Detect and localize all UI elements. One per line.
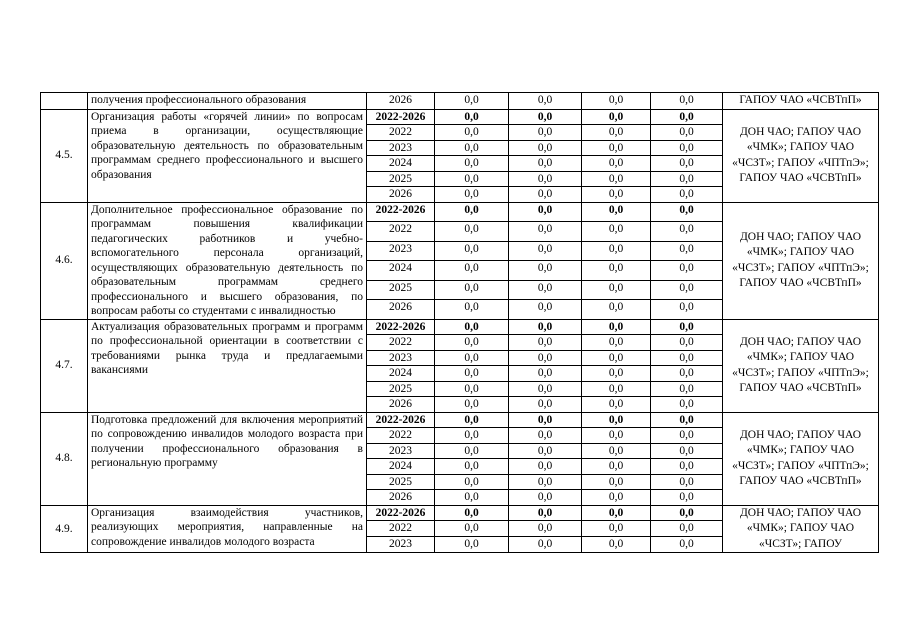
year-cell: 2022-2026 (367, 505, 435, 521)
value-cell: 0,0 (651, 171, 723, 187)
value-cell: 0,0 (435, 459, 509, 475)
executors-cell: ДОН ЧАО; ГАПОУ ЧАО «ЧМК»; ГАПОУ ЧАО «ЧСЗТ»; ГАПОУ «ЧПТпЭ»; ГАПОУ ЧАО «ЧСВТпП» (723, 319, 879, 412)
value-cell: 0,0 (509, 335, 582, 351)
year-cell: 2024 (367, 261, 435, 281)
year-cell: 2023 (367, 443, 435, 459)
year-cell: 2026 (367, 187, 435, 203)
year-cell: 2022 (367, 222, 435, 242)
value-cell: 0,0 (582, 241, 651, 261)
table-row (41, 202, 879, 222)
value-cell: 0,0 (509, 412, 582, 428)
value-cell: 0,0 (435, 474, 509, 490)
executors-cell: ДОН ЧАО; ГАПОУ ЧАО «ЧМК»; ГАПОУ ЧАО «ЧСЗТ»; ГАПОУ «ЧПТпЭ»; ГАПОУ ЧАО «ЧСВТпП» (723, 412, 879, 505)
value-cell: 0,0 (582, 280, 651, 300)
row-number-cell: 4.8. (41, 412, 88, 505)
value-cell: 0,0 (435, 222, 509, 242)
value-cell: 0,0 (435, 443, 509, 459)
value-cell: 0,0 (435, 187, 509, 203)
year-cell: 2024 (367, 366, 435, 382)
value-cell: 0,0 (435, 490, 509, 506)
year-cell: 2025 (367, 381, 435, 397)
value-cell: 0,0 (582, 93, 651, 110)
year-cell: 2023 (367, 241, 435, 261)
year-cell: 2025 (367, 474, 435, 490)
value-cell: 0,0 (509, 280, 582, 300)
year-cell: 2026 (367, 397, 435, 413)
value-cell: 0,0 (651, 222, 723, 242)
year-cell: 2025 (367, 171, 435, 187)
value-cell: 0,0 (509, 261, 582, 281)
value-cell: 0,0 (651, 202, 723, 222)
year-cell: 2022 (367, 521, 435, 537)
row-number-cell: 4.7. (41, 319, 88, 412)
year-cell: 2022-2026 (367, 319, 435, 335)
value-cell: 0,0 (651, 505, 723, 521)
value-cell: 0,0 (582, 474, 651, 490)
program-table (40, 92, 879, 553)
year-cell: 2022 (367, 428, 435, 444)
value-cell: 0,0 (509, 490, 582, 506)
value-cell: 0,0 (509, 202, 582, 222)
value-cell: 0,0 (582, 202, 651, 222)
value-cell: 0,0 (435, 350, 509, 366)
value-cell: 0,0 (582, 125, 651, 141)
value-cell: 0,0 (582, 505, 651, 521)
value-cell: 0,0 (582, 412, 651, 428)
value-cell: 0,0 (435, 381, 509, 397)
description-cell: Подготовка предложений для включения мероприятий по сопровождению инвалидов молодого возраста при получении профессионального образования в региональную программу (88, 412, 367, 505)
year-cell: 2023 (367, 350, 435, 366)
value-cell: 0,0 (582, 319, 651, 335)
value-cell: 0,0 (651, 428, 723, 444)
value-cell: 0,0 (509, 521, 582, 537)
value-cell: 0,0 (582, 537, 651, 553)
value-cell: 0,0 (651, 319, 723, 335)
value-cell: 0,0 (651, 187, 723, 203)
value-cell: 0,0 (509, 505, 582, 521)
value-cell: 0,0 (651, 300, 723, 320)
table-row (41, 109, 879, 125)
value-cell: 0,0 (582, 187, 651, 203)
value-cell: 0,0 (582, 459, 651, 475)
row-number-cell: 4.5. (41, 109, 88, 202)
year-cell: 2023 (367, 537, 435, 553)
row-number-cell (41, 93, 88, 110)
value-cell: 0,0 (435, 428, 509, 444)
table-row (41, 93, 879, 110)
value-cell: 0,0 (651, 459, 723, 475)
description-cell: получения профессионального образования (88, 93, 367, 110)
value-cell: 0,0 (509, 366, 582, 382)
value-cell: 0,0 (435, 537, 509, 553)
value-cell: 0,0 (651, 241, 723, 261)
value-cell: 0,0 (509, 397, 582, 413)
year-cell: 2024 (367, 156, 435, 172)
row-number-cell: 4.9. (41, 505, 88, 553)
value-cell: 0,0 (651, 280, 723, 300)
value-cell: 0,0 (435, 140, 509, 156)
value-cell: 0,0 (509, 537, 582, 553)
value-cell: 0,0 (435, 93, 509, 110)
value-cell: 0,0 (582, 261, 651, 281)
table-row (41, 412, 879, 428)
value-cell: 0,0 (509, 222, 582, 242)
description-cell: Организация работы «горячей линии» по вопросам приема в организации, осуществляющие образовательную деятельность по образовательным программам среднего профессионального и высшего образования (88, 109, 367, 202)
value-cell: 0,0 (651, 335, 723, 351)
value-cell: 0,0 (435, 109, 509, 125)
value-cell: 0,0 (582, 428, 651, 444)
value-cell: 0,0 (651, 490, 723, 506)
value-cell: 0,0 (509, 443, 582, 459)
value-cell: 0,0 (582, 381, 651, 397)
value-cell: 0,0 (435, 521, 509, 537)
value-cell: 0,0 (435, 156, 509, 172)
value-cell: 0,0 (651, 125, 723, 141)
value-cell: 0,0 (651, 474, 723, 490)
value-cell: 0,0 (651, 350, 723, 366)
year-cell: 2023 (367, 140, 435, 156)
value-cell: 0,0 (435, 280, 509, 300)
value-cell: 0,0 (509, 300, 582, 320)
table-body (41, 93, 879, 553)
year-cell: 2022-2026 (367, 412, 435, 428)
value-cell: 0,0 (582, 156, 651, 172)
table-row (41, 505, 879, 521)
value-cell: 0,0 (509, 381, 582, 397)
value-cell: 0,0 (651, 261, 723, 281)
executors-cell: ДОН ЧАО; ГАПОУ ЧАО «ЧМК»; ГАПОУ ЧАО «ЧСЗТ»; ГАПОУ (723, 505, 879, 553)
value-cell: 0,0 (435, 319, 509, 335)
value-cell: 0,0 (582, 397, 651, 413)
value-cell: 0,0 (435, 397, 509, 413)
value-cell: 0,0 (435, 366, 509, 382)
year-cell: 2024 (367, 459, 435, 475)
year-cell: 2026 (367, 93, 435, 110)
value-cell: 0,0 (582, 350, 651, 366)
value-cell: 0,0 (651, 93, 723, 110)
year-cell: 2022 (367, 335, 435, 351)
year-cell: 2025 (367, 280, 435, 300)
value-cell: 0,0 (582, 366, 651, 382)
executors-cell: ГАПОУ ЧАО «ЧСВТпП» (723, 93, 879, 110)
value-cell: 0,0 (509, 474, 582, 490)
description-cell: Актуализация образовательных программ и программ по профессиональной ориентации в соответствии с требованиями рынка труда и предлагаемыми вакансиями (88, 319, 367, 412)
value-cell: 0,0 (582, 171, 651, 187)
value-cell: 0,0 (582, 335, 651, 351)
value-cell: 0,0 (509, 319, 582, 335)
value-cell: 0,0 (435, 171, 509, 187)
value-cell: 0,0 (582, 521, 651, 537)
executors-cell: ДОН ЧАО; ГАПОУ ЧАО «ЧМК»; ГАПОУ ЧАО «ЧСЗТ»; ГАПОУ «ЧПТпЭ»; ГАПОУ ЧАО «ЧСВТпП» (723, 202, 879, 319)
year-cell: 2026 (367, 300, 435, 320)
table-row (41, 319, 879, 335)
value-cell: 0,0 (509, 156, 582, 172)
value-cell: 0,0 (435, 300, 509, 320)
value-cell: 0,0 (651, 412, 723, 428)
value-cell: 0,0 (582, 490, 651, 506)
value-cell: 0,0 (582, 140, 651, 156)
value-cell: 0,0 (509, 109, 582, 125)
value-cell: 0,0 (509, 459, 582, 475)
value-cell: 0,0 (582, 222, 651, 242)
value-cell: 0,0 (509, 140, 582, 156)
value-cell: 0,0 (651, 381, 723, 397)
value-cell: 0,0 (509, 428, 582, 444)
value-cell: 0,0 (651, 443, 723, 459)
value-cell: 0,0 (651, 156, 723, 172)
value-cell: 0,0 (651, 140, 723, 156)
value-cell: 0,0 (582, 300, 651, 320)
executors-cell: ДОН ЧАО; ГАПОУ ЧАО «ЧМК»; ГАПОУ ЧАО «ЧСЗТ»; ГАПОУ «ЧПТпЭ»; ГАПОУ ЧАО «ЧСВТпП» (723, 109, 879, 202)
value-cell: 0,0 (509, 187, 582, 203)
value-cell: 0,0 (582, 443, 651, 459)
value-cell: 0,0 (435, 125, 509, 141)
value-cell: 0,0 (435, 505, 509, 521)
value-cell: 0,0 (435, 335, 509, 351)
value-cell: 0,0 (651, 109, 723, 125)
value-cell: 0,0 (651, 537, 723, 553)
value-cell: 0,0 (435, 412, 509, 428)
description-cell: Организация взаимодействия участников, реализующих мероприятия, направленные на сопровождение инвалидов молодого возраста (88, 505, 367, 553)
value-cell: 0,0 (509, 171, 582, 187)
row-number-cell: 4.6. (41, 202, 88, 319)
value-cell: 0,0 (651, 521, 723, 537)
value-cell: 0,0 (651, 366, 723, 382)
value-cell: 0,0 (582, 109, 651, 125)
value-cell: 0,0 (509, 93, 582, 110)
value-cell: 0,0 (509, 241, 582, 261)
value-cell: 0,0 (651, 397, 723, 413)
value-cell: 0,0 (509, 125, 582, 141)
year-cell: 2022-2026 (367, 109, 435, 125)
value-cell: 0,0 (435, 202, 509, 222)
value-cell: 0,0 (509, 350, 582, 366)
value-cell: 0,0 (435, 261, 509, 281)
value-cell: 0,0 (435, 241, 509, 261)
description-cell: Дополнительное профессиональное образование по программам повышения квалификации педагогических работников и учебно-вспомогательного персонала организаций, осуществляющих образовательную деятельность по образовательным программам среднего профессионального и высшего образования, по вопросам работы со студентами с инвалидностью (88, 202, 367, 319)
year-cell: 2022-2026 (367, 202, 435, 222)
year-cell: 2022 (367, 125, 435, 141)
year-cell: 2026 (367, 490, 435, 506)
